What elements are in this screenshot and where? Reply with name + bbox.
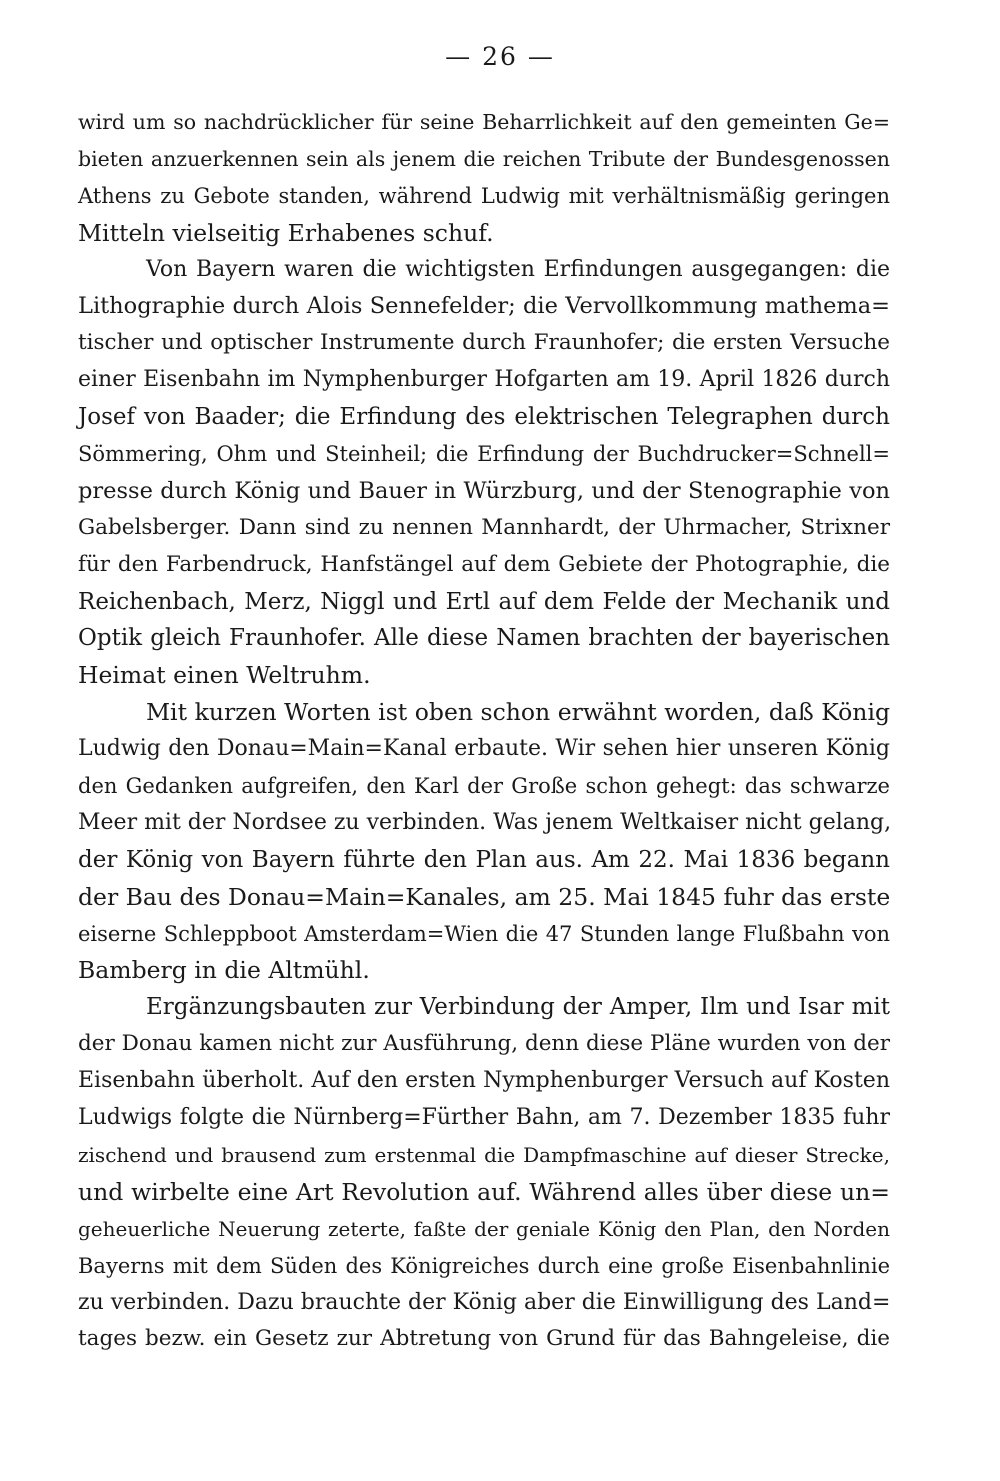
text-line: Ergänzungsbauten zur Verbindung der Amper, Ilm und Isar mit xyxy=(146,994,890,1021)
text-line: Optik gleich Fraunhofer. Alle diese Namen brachten der bayerischen xyxy=(78,625,890,652)
text-line: Meer mit der Nordsee zu verbinden. Was jenem Weltkaiser nicht gelang, xyxy=(78,809,892,835)
text-line: Bayerns mit dem Süden des Königreiches durch eine große Eisenbahnlinie xyxy=(78,1253,890,1278)
text-line: der Donau kamen nicht zur Ausführung, denn diese Pläne wurden von der xyxy=(78,1031,890,1057)
body-text xyxy=(78,104,890,1358)
text-line: einer Eisenbahn im Nymphenburger Hofgarten am 19. April 1826 durch xyxy=(78,367,890,393)
text-line: tages bezw. ein Gesetz zur Abtretung von Grund für das Bahngeleise, die xyxy=(78,1326,890,1352)
text-line: Gabelsberger. Dann sind zu nennen Mannhardt, der Uhrmacher, Strixner xyxy=(78,514,890,540)
text-line: Ludwigs folgte die Nürnberg=Fürther Bahn, am 7. Dezember 1835 fuhr xyxy=(78,1105,890,1131)
text-line: Heimat einen Weltruhm. xyxy=(78,661,371,690)
text-line: Josef von Baader; die Erfindung des elektrischen Telegraphen durch xyxy=(78,404,890,431)
text-line: zu verbinden. Dazu brauchte der König aber die Einwilligung des Land= xyxy=(78,1289,891,1315)
text-line: presse durch König und Bauer in Würzburg, und der Stenographie von xyxy=(78,477,890,504)
text-line: bieten anzuerkennen sein als jenem die reichen Tribute der Bundesgenossen xyxy=(78,146,890,171)
text-line: Lithographie durch Alois Sennefelder; die Vervollkommung mathema= xyxy=(78,293,890,320)
text-line: eiserne Schleppboot Amsterdam=Wien die 47 Stunden lange Flußbahn von xyxy=(78,921,890,946)
text-line: Mitteln vielseitig Erhabenes schuf. xyxy=(78,218,494,247)
text-line: geheuerliche Neuerung zeterte, faßte der geniale König den Plan, den Norden xyxy=(78,1216,890,1241)
text-line: der Bau des Donau=Main=Kanales, am 25. Mai 1845 fuhr das erste xyxy=(78,882,891,911)
text-line: wird um so nachdrücklicher für seine Beharrlichkeit auf den gemeinten Ge= xyxy=(78,110,890,134)
text-line: für den Farbendruck, Hanfstängel auf dem Gebiete der Photographie, die xyxy=(78,551,890,577)
text-line: Eisenbahn überholt. Auf den ersten Nymphenburger Versuch auf Kosten xyxy=(78,1068,890,1094)
text-line: den Gedanken aufgreifen, den Karl der Große schon gehegt: das schwarze xyxy=(78,774,890,799)
text-line: Reichenbach, Merz, Niggl und Ertl auf dem Felde der Mechanik und xyxy=(78,588,890,615)
text-line: Von Bayern waren die wichtigsten Erfindungen ausgegangen: die xyxy=(146,256,890,282)
text-line: Bamberg in die Altmühl. xyxy=(78,956,370,985)
page-number: — 26 — xyxy=(445,42,555,71)
text-line: Ludwig den Donau=Main=Kanal erbaute. Wir sehen hier unseren König xyxy=(78,736,890,762)
text-line: Sömmering, Ohm und Steinheil; die Erfindung der Buchdrucker=Schnell= xyxy=(78,442,890,467)
text-line: und wirbelte eine Art Revolution auf. Während alles über diese un= xyxy=(78,1177,890,1206)
text-line: tischer und optischer Instrumente durch Fraunhofer; die ersten Versuche xyxy=(78,330,890,356)
text-line: der König von Bayern führte den Plan aus. Am 22. Mai 1836 begann xyxy=(78,846,890,873)
text-line: zischend und brausend zum erstenmal die Dampfmaschine auf dieser Strecke, xyxy=(78,1142,890,1167)
text-line: Mit kurzen Worten ist oben schon erwähnt worden, daß König xyxy=(146,698,890,727)
text-line: Athens zu Gebote standen, während Ludwig mit verhältnismäßig geringen xyxy=(78,183,890,208)
